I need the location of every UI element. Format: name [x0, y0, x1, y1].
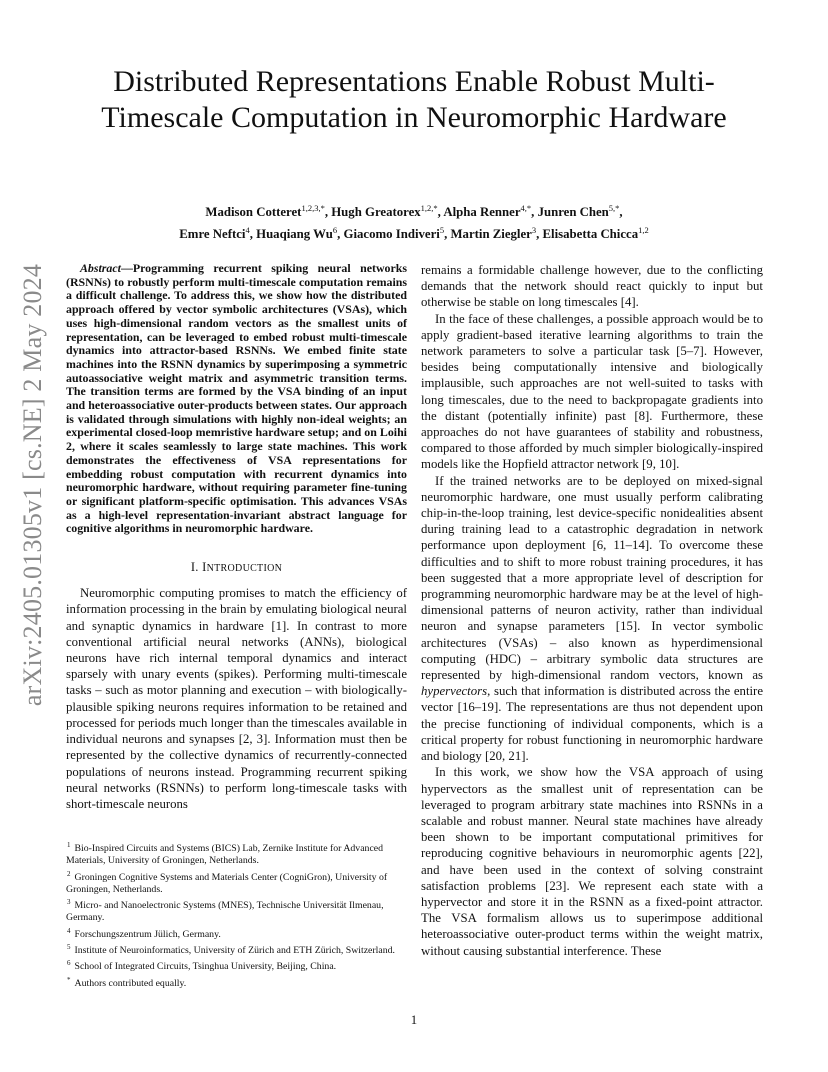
arxiv-sidebar: [4, 263, 62, 707]
footnotes: [66, 839, 407, 990]
author: Emre Neftci$^4$: [179, 225, 250, 241]
paragraph: If the trained networks are to be deployed on mixed-signal neuromorphic hardware, one must usually perform calibrating chip-in-the-loop training, lest device-specific nonidealities absent during training lead to a catastrophic degradation in network performance upon deployment [6, 11–14]. To overcome these difficulties and to shift to more robust training procedures, it has been suggested that a more appropriate level of description for programming neuromorphic hardware may be at the level of high-dimensional patterns of neuron activity, rather than individual neuron and synapse parameters [15]. In vector symbolic architectures (VSAs) – also known as hyperdimensional computing (HDC) – arbitrary symbolic data structures are represented by high-dimensional random vectors, known as hypervectors, such that information is distributed across the entire vector [16–19]. The representations are thus not dependent upon the precise functioning of individual components, which is a critical property for robust functioning in neuromorphic hardware and biology [20, 21].: [421, 473, 763, 764]
footnote: $^3$ Micro- and Nanoelectronic Systems (MNES), Technische Universität Ilmenau, Germany.: [66, 898, 384, 924]
author: Hugh Greatorex$^{1,2,*}$: [331, 203, 438, 219]
page-number: 1: [410, 1013, 418, 1027]
abstract-label: Abstract: [80, 261, 121, 275]
left-column: [66, 262, 407, 812]
footnote: * Authors contributed equally.: [67, 975, 187, 989]
footnote: $^2$ Groningen Cognitive Systems and Materials Center (CogniGron), University of Groningen, Netherlands.: [66, 869, 388, 895]
paragraph: In the face of these challenges, a possible approach would be to apply gradient-based iterative learning algorithms to train the network parameters to solve a particular task [5–7]. However, besides being computationally intensive and biologically implausible, such approaches are not well-suited to tasks with long timescales, due to the need to backpropagate gradients into the distant (potentially infinite) past [8]. Furthermore, these approaches do not have guarantees of stability and robustness, compared to those afforded by much simpler biologically-inspired models like the Hopfield attractor network [9, 10].: [421, 311, 763, 472]
footnote: $^6$ School of Integrated Circuits, Tsinghua University, Beijing, China.: [67, 959, 337, 973]
footnote: $^1$ Bio-Inspired Circuits and Systems (BICS) Lab, Zernike Institute for Advanced Materials, University of Groningen, Netherlands.: [66, 841, 384, 867]
intro-paragraph: Neuromorphic computing promises to match the efficiency of information processing in the brain by emulating biological neural and synaptic dynamics in hardware [1]. In contrast to more conventional artificial neural networks (ANNs), biological neurons have rich internal temporal dynamics and interact sparsely with unary events (spikes). Performing multi-timescale tasks – such as motor planning and execution – with biologically-plausible spiking neurons requires information to be retained and processed for periods much longer than the timescales available in individual neurons and synapses [2, 3]. Information must then be represented by the collective dynamics of recurrently-connected populations of neurons instead. Programming recurrent spiking neural networks (RSNNs) to perform long-timescale tasks with short-timescale neurons: [66, 586, 407, 811]
paragraph-continued: remains a formidable challenge however, due to the conflicting demands that the network should react quickly to input but otherwise be stable on long timescales [4].: [421, 263, 763, 310]
abstract: [66, 262, 407, 536]
footnote: $^4$ Forschungszentrum Jülich, Germany.: [67, 926, 221, 940]
author: Madison Cotteret$^{1,2,3,*}$: [205, 203, 325, 219]
author: Giacomo Indiveri$^5$: [343, 225, 445, 241]
author: Alpha Renner$^{4,*}$: [443, 203, 532, 219]
section-heading: I. INTRODUCTION: [190, 560, 283, 575]
paper-title: Distributed Representations Enable Robust Multi-Timescale Computation in Neuromorphic Hardware: [101, 65, 727, 134]
abstract-text: —Programming recurrent spiking neural networks (RSNNs) to robustly perform multi-timescale computation remains a difficult challenge. To address this, we show how the distributed approach offered by vector symbolic architectures (VSAs), which uses high-dimensional random vectors as the smallest units of representation, can be leveraged to embed robust multi-timescale dynamics into attractor-based RSNNs. We embed finite state machines into the RSNN dynamics by superimposing a symmetric autoassociative weight matrix and asymmetric transition terms. The transition terms are formed by the VSA binding of an input and heteroassociative outer-products between states. Our approach is validated through simulations with highly non-ideal weights; an experimental closed-loop memristive hardware setup; and on Loihi 2, where it scales seamlessly to large state machines. This work demonstrates the effectiveness of VSA representations for embedding robust computation with recurrent dynamics into neuromorphic hardware, without requiring parameter fine-tuning or significant platform-specific optimisation. This advances VSAs as a high-level representation-invariant abstract language for cognitive algorithms in neuromorphic hardware.: [66, 261, 407, 536]
paragraph: In this work, we show how the VSA approach of using hypervectors as the smallest unit of representation can be leveraged to program arbitrary state machines into RSNNs in a scalable and robust manner. Neural state machines have already been shown to be important computational primitives for reproducing cognitive behaviours in neuromorphic agents [22], and have been used in the context of solving constraint satisfaction problems [23]. We represent each state with a hypervector and store it in the RSNN as a fixed-point attractor. The VSA formalism allows us to superimpose additional heteroassociative outer-product terms within the weight matrix, without causing substantial interference. These: [421, 765, 763, 958]
author: Huaqiang Wu$^6$: [256, 225, 338, 241]
author: Elisabetta Chicca$^{1,2}$: [542, 225, 649, 241]
footnote: $^5$ Institute of Neuroinformatics, University of Zürich and ETH Zürich, Switzerland.: [67, 943, 395, 957]
author: Martin Ziegler$^3$: [450, 225, 537, 241]
right-column: [421, 262, 763, 959]
author-list: Madison Cotteret$^{1,2,3,*}$, Hugh Greatorex$^{1,2,*}$, Alpha Renner$^{4,*}$, Junren Chen$^{5,*}$, Emre Neftci$^4$, Huaqiang Wu$^6$, Giacomo Indiveri$^5$, Martin Ziegler$^3$, Elisabetta Chicca$^{1,2}$: [179, 203, 649, 241]
author: Junren Chen$^{5,*}$: [537, 203, 620, 219]
arxiv-identifier[interactable]: arXiv:2405.01305v1 [cs.NE] 2 May 2024: [18, 263, 47, 707]
